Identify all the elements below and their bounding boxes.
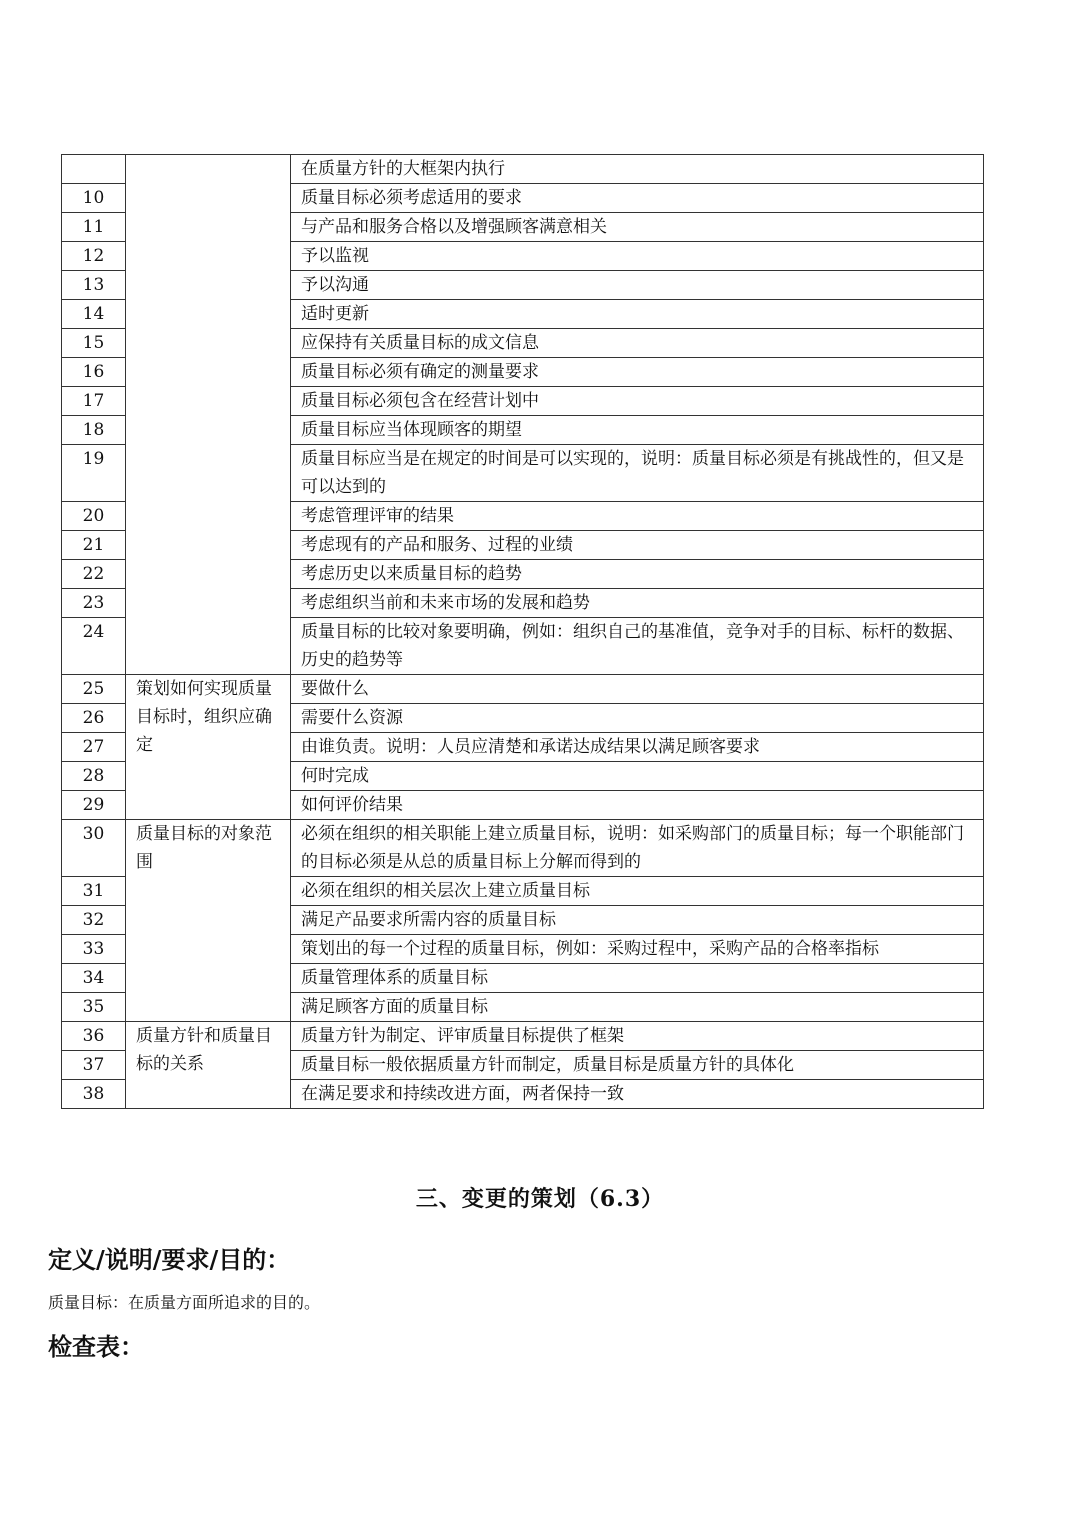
row-content: 质量管理体系的质量目标	[291, 964, 984, 993]
row-content: 质量目标一般依据质量方针而制定，质量目标是质量方针的具体化	[291, 1051, 984, 1080]
quality-objectives-table	[61, 154, 984, 1109]
row-content: 质量目标必须包含在经营计划中	[291, 387, 984, 416]
row-number: 33	[62, 935, 126, 964]
row-number: 25	[62, 675, 126, 704]
row-content: 如何评价结果	[291, 791, 984, 820]
row-content: 考虑组织当前和未来市场的发展和趋势	[291, 589, 984, 618]
row-number: 15	[62, 329, 126, 358]
row-number: 16	[62, 358, 126, 387]
row-number: 30	[62, 820, 126, 877]
row-content: 需要什么资源	[291, 704, 984, 733]
row-content: 应保持有关质量目标的成文信息	[291, 329, 984, 358]
row-content: 策划出的每一个过程的质量目标，例如：采购过程中，采购产品的合格率指标	[291, 935, 984, 964]
row-content: 必须在组织的相关层次上建立质量目标	[291, 877, 984, 906]
row-number: 11	[62, 213, 126, 242]
row-content: 何时完成	[291, 762, 984, 791]
row-content: 质量目标的比较对象要明确，例如：组织自己的基准值，竞争对手的目标、标杆的数据、历史的趋势等	[291, 618, 984, 675]
row-content: 满足产品要求所需内容的质量目标	[291, 906, 984, 935]
row-number: 32	[62, 906, 126, 935]
row-number: 28	[62, 762, 126, 791]
row-content: 质量方针为制定、评审质量目标提供了框架	[291, 1022, 984, 1051]
row-content: 质量目标必须有确定的测量要求	[291, 358, 984, 387]
row-content: 要做什么	[291, 675, 984, 704]
row-content: 在满足要求和持续改进方面，两者保持一致	[291, 1080, 984, 1109]
row-number: 22	[62, 560, 126, 589]
row-number: 21	[62, 531, 126, 560]
row-number	[62, 155, 126, 184]
row-content: 质量目标必须考虑适用的要求	[291, 184, 984, 213]
row-number: 36	[62, 1022, 126, 1051]
row-number: 13	[62, 271, 126, 300]
row-number: 24	[62, 618, 126, 675]
row-content: 在质量方针的大框架内执行	[291, 155, 984, 184]
row-number: 35	[62, 993, 126, 1022]
row-content: 考虑历史以来质量目标的趋势	[291, 560, 984, 589]
table-row	[62, 820, 984, 877]
row-number: 38	[62, 1080, 126, 1109]
row-number: 14	[62, 300, 126, 329]
row-content: 满足顾客方面的质量目标	[291, 993, 984, 1022]
row-content: 考虑管理评审的结果	[291, 502, 984, 531]
row-number: 31	[62, 877, 126, 906]
category-cell: 策划如何实现质量目标时，组织应确定	[126, 675, 291, 820]
checklist-heading: 检查表：	[48, 1332, 144, 1361]
row-number: 29	[62, 791, 126, 820]
definition-heading: 定义/说明/要求/目的：	[48, 1245, 291, 1274]
row-number: 17	[62, 387, 126, 416]
row-content: 质量目标应当是在规定的时间是可以实现的，说明：质量目标必须是有挑战性的，但又是可以达到的	[291, 445, 984, 502]
row-content: 予以监视	[291, 242, 984, 271]
row-number: 27	[62, 733, 126, 762]
row-content: 考虑现有的产品和服务、过程的业绩	[291, 531, 984, 560]
row-content: 适时更新	[291, 300, 984, 329]
category-cell: 质量目标的对象范围	[126, 820, 291, 1022]
section-title: 三、变更的策划（6.3）	[415, 1186, 665, 1212]
category-cell: 质量方针和质量目标的关系	[126, 1022, 291, 1109]
category-cell	[126, 155, 291, 675]
row-number: 12	[62, 242, 126, 271]
row-number: 18	[62, 416, 126, 445]
row-number: 34	[62, 964, 126, 993]
row-number: 20	[62, 502, 126, 531]
row-number: 19	[62, 445, 126, 502]
row-content: 必须在组织的相关职能上建立质量目标，说明：如采购部门的质量目标；每一个职能部门的目标必须是从总的质量目标上分解而得到的	[291, 820, 984, 877]
row-number: 37	[62, 1051, 126, 1080]
table-row	[62, 675, 984, 704]
definition-text: 质量目标：在质量方面所追求的目的。	[48, 1293, 321, 1312]
row-content: 与产品和服务合格以及增强顾客满意相关	[291, 213, 984, 242]
row-content: 由谁负责。说明：人员应清楚和承诺达成结果以满足顾客要求	[291, 733, 984, 762]
row-content: 质量目标应当体现顾客的期望	[291, 416, 984, 445]
row-content: 予以沟通	[291, 271, 984, 300]
table-row	[62, 1022, 984, 1051]
row-number: 23	[62, 589, 126, 618]
row-number: 10	[62, 184, 126, 213]
row-number: 26	[62, 704, 126, 733]
table-row	[62, 155, 984, 184]
